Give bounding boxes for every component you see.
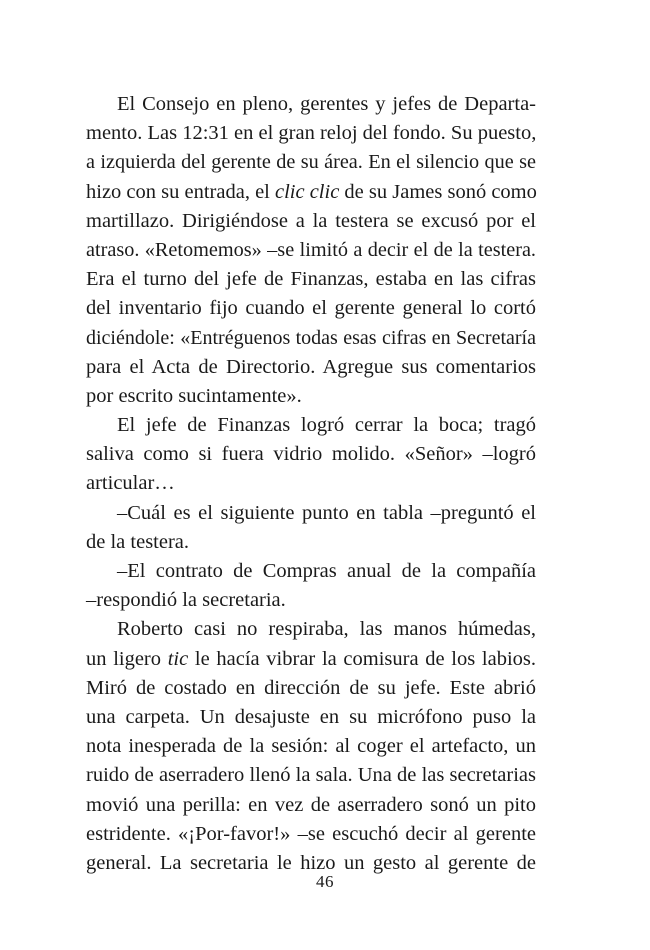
text-line: –El contrato de Compras anual de la compañía xyxy=(117,560,536,582)
text-line: atraso. «Retomemos» –se limitó a decir el de la testera. xyxy=(86,238,536,261)
text-line xyxy=(86,645,536,674)
text-line xyxy=(86,178,536,207)
text-line: articular… xyxy=(86,472,175,495)
text-line: general. La secretaria le hizo un gesto al gerente de xyxy=(86,851,536,874)
text-line: saliva como si fuera vidrio molido. «Señor» –logró xyxy=(86,443,536,466)
text-span: de su James sonó como xyxy=(339,180,537,203)
text-line: Roberto casi no respiraba, las manos húmedas, xyxy=(117,618,536,641)
italic-span: tic xyxy=(167,647,189,670)
page-number: 46 xyxy=(316,872,334,891)
text-line: mento. Las 12:31 en el gran reloj del fondo. Su puesto, xyxy=(86,122,537,145)
text-line: El jefe de Finanzas logró cerrar la boca; tragó xyxy=(117,414,536,437)
text-line: a izquierda del gerente de su área. En el silencio que se xyxy=(86,151,536,174)
text-line: ruido de aserradero llenó la sala. Una de las secretarias xyxy=(86,764,536,787)
text-span: un ligero xyxy=(86,647,168,670)
italic-span: clic clic xyxy=(274,180,340,203)
text-line: martillazo. Dirigiéndose a la testera se excusó por el xyxy=(86,209,536,232)
text-line: nota inesperada de la sesión: al coger el artefacto, un xyxy=(86,735,536,758)
text-line: –Cuál es el siguiente punto en tabla –preguntó el xyxy=(117,501,536,524)
text-line: para el Acta de Directorio. Agregue sus comentarios xyxy=(86,355,536,378)
text-line: El Consejo en pleno, gerentes y jefes de Departa- xyxy=(117,93,536,115)
text-line: de la testera. xyxy=(86,530,190,553)
text-line: movió una perilla: en vez de aserradero sonó un pito xyxy=(86,793,536,816)
text-span: le hacía vibrar la comisura de los labios. xyxy=(188,647,536,670)
body-text xyxy=(86,90,536,878)
text-line: del inventario fijo cuando el gerente general lo cortó xyxy=(86,297,536,320)
text-line: una carpeta. Un desajuste en su micrófono puso la xyxy=(86,705,536,728)
text-line: –respondió la secretaria. xyxy=(86,589,286,612)
text-line: diciéndole: «Entréguenos todas esas cifras en Secretaría xyxy=(86,326,536,349)
text-line: Era el turno del jefe de Finanzas, estaba en las cifras xyxy=(86,268,536,291)
text-span: hizo con su entrada, el xyxy=(86,180,275,203)
text-line: estridente. «¡Por-favor!» –se escuchó decir al gerente xyxy=(86,822,536,845)
text-line: por escrito sucintamente». xyxy=(86,384,302,407)
text-line: Miró de costado en dirección de su jefe. Este abrió xyxy=(86,676,536,699)
